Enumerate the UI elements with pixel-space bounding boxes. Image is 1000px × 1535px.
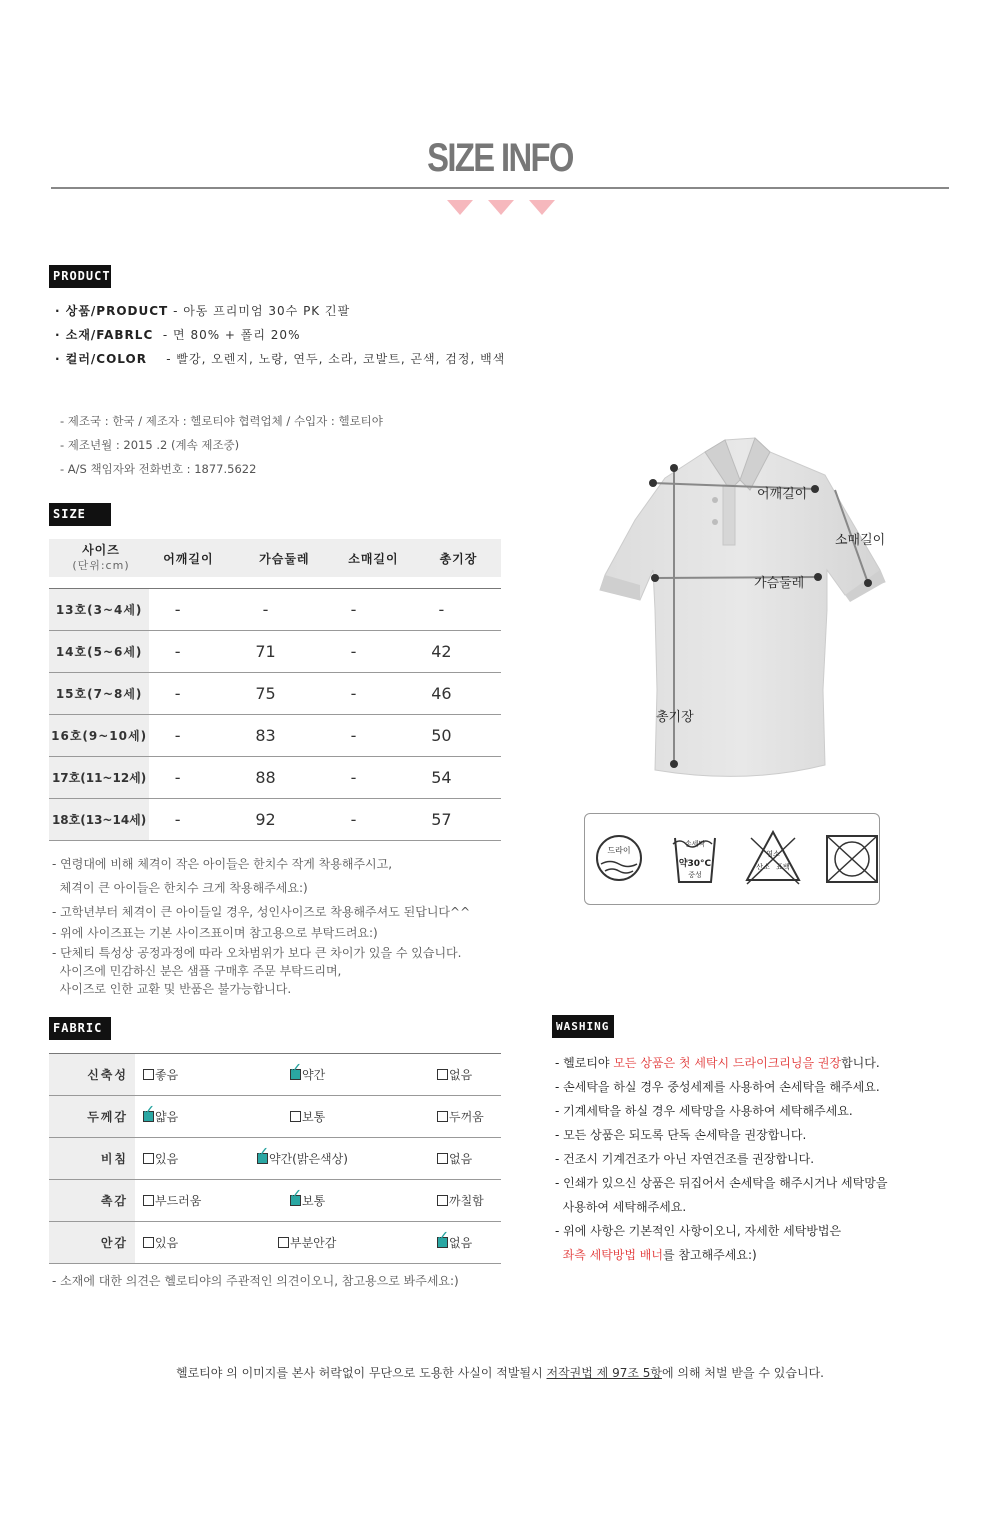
- table-row: 16호(9~10세) - 83 - 50: [49, 715, 501, 757]
- down-arrow-icon: [447, 200, 473, 215]
- fabric-note: - 소재에 대한 의견은 헬로티야의 주관적인 의견이오니, 참고용으로 봐주세요:): [52, 1274, 459, 1288]
- option-yes[interactable]: 있음: [143, 1150, 178, 1167]
- down-arrow-icon: [529, 200, 555, 215]
- polo-shirt-icon: [595, 430, 895, 790]
- table-row: 14호(5~6세) - 71 - 42: [49, 631, 501, 673]
- table-row: 신축성 좋음 ✓ 약간 없음: [49, 1054, 501, 1096]
- svg-text:드라이: 드라이: [607, 846, 631, 855]
- table-row: 18호(13~14세) - 92 - 57: [49, 799, 501, 841]
- option-good[interactable]: 좋음: [143, 1066, 178, 1083]
- option-soft[interactable]: 부드러움: [143, 1192, 201, 1209]
- svg-text:중성: 중성: [688, 871, 702, 879]
- option-partial[interactable]: 부분안감: [278, 1234, 336, 1251]
- washing-line: 사용하여 세탁해주세요.: [555, 1200, 687, 1214]
- size-note: - 연령대에 비해 체격이 작은 아이들은 한치수 작게 착용해주시고,: [52, 857, 393, 871]
- option-yes[interactable]: 있음: [143, 1234, 178, 1251]
- table-row: 13호(3~4세) - - - -: [49, 589, 501, 631]
- title-divider: [51, 187, 949, 189]
- option-normal[interactable]: ✓ 보통: [289, 1185, 326, 1208]
- table-row: 15호(7~8세) - 75 - 46: [49, 673, 501, 715]
- option-none[interactable]: 없음: [437, 1150, 472, 1167]
- color-line: · 컬러/COLOR - 빨강, 오렌지, 노랑, 연두, 소라, 코발트, 곤색, 검정, 백색: [55, 352, 506, 366]
- washing-label: WASHING: [552, 1015, 614, 1038]
- size-table: [49, 539, 501, 841]
- size-note: - 고학년부터 체격이 큰 아이들일 경우, 성인사이즈로 착용해주셔도 된답니다^^: [52, 905, 471, 919]
- option-rough[interactable]: 까칠함: [437, 1192, 484, 1209]
- law-link: 저작권법 제 97조 5항: [546, 1366, 662, 1380]
- copyright-footer: 헬로티야 의 이미지를 본사 허락없이 무단으로 도용한 사실이 적발될시 저작권법 제 97조 5항에 의해 처벌 받을 수 있습니다.: [175, 1366, 824, 1380]
- option-normal[interactable]: 보통: [290, 1108, 325, 1125]
- svg-text:산소: 산소: [756, 863, 770, 871]
- svg-text:손세탁: 손세탁: [684, 840, 706, 848]
- washing-line: - 손세탁을 하실 경우 중성세제를 사용하여 손세탁을 해주세요.: [555, 1080, 880, 1094]
- washing-line: - 위에 사항은 기본적인 사항이오니, 자세한 세탁방법은: [555, 1224, 842, 1238]
- date-note: - 제조년월 : 2015 .2 (계속 제조중): [60, 438, 240, 452]
- down-arrow-icon: [488, 200, 514, 215]
- table-row: 두께감 ✓ 얇음 보통 두꺼움: [49, 1096, 501, 1138]
- table-row: 비침 있음 ✓ 약간(밝은색상) 없음: [49, 1138, 501, 1180]
- size-note: - 위에 사이즈표는 기본 사이즈표이며 참고용으로 부탁드려요:): [52, 926, 378, 940]
- option-none[interactable]: 없음: [437, 1066, 472, 1083]
- option-slight[interactable]: ✓ 약간: [289, 1059, 326, 1082]
- svg-text:염소: 염소: [766, 850, 780, 858]
- washing-line: - 기계세탁을 하실 경우 세탁망을 사용하여 세탁해주세요.: [555, 1104, 853, 1118]
- fabric-label: FABRIC: [49, 1017, 111, 1040]
- table-row: 17호(11~12세) - 88 - 54: [49, 757, 501, 799]
- washing-line: - 헬로티야 모든 상품은 첫 세탁시 드라이크리닝을 권장합니다.: [555, 1056, 880, 1070]
- washing-line: - 모든 상품은 되도록 단독 손세탁을 권장합니다.: [555, 1128, 807, 1142]
- size-note: - 단체티 특성상 공정과정에 따라 오차범위가 보다 큰 차이가 있을 수 있습니다.: [52, 946, 462, 960]
- diagram-sleeve-label: 소매길이: [835, 533, 886, 548]
- washing-line: - 인쇄가 있으신 상품은 뒤집어서 손세탁을 해주시거나 세탁망을: [555, 1176, 888, 1190]
- size-note: 사이즈로 인한 교환 및 반품은 불가능합니다.: [52, 982, 292, 996]
- fabric-line: · 소재/FABRLC - 면 80% + 폴리 20%: [55, 328, 301, 342]
- hand-wash-icon: [673, 838, 715, 882]
- washing-line: - 건조시 기계건조가 아닌 자연건조를 권장합니다.: [555, 1152, 815, 1166]
- size-header: 사이즈 (단위:cm): [72, 543, 130, 572]
- length-header: 총기장: [439, 551, 478, 566]
- option-thick[interactable]: 두꺼움: [437, 1108, 484, 1125]
- as-note: - A/S 책임자와 전화번호 : 1877.5622: [60, 462, 257, 476]
- diagram-chest-label: 가슴둘레: [754, 576, 805, 591]
- origin-note: - 제조국 : 한국 / 제조자 : 헬로티야 협력업체 / 수입자 : 헬로티야: [60, 414, 383, 428]
- option-thin[interactable]: ✓ 얇음: [142, 1101, 179, 1124]
- chest-header: 가슴둘레: [259, 551, 310, 566]
- diagram-shoulder-label: 어깨길이: [757, 487, 808, 502]
- option-none[interactable]: ✓ 없음: [436, 1227, 473, 1250]
- svg-text:표백: 표백: [776, 863, 790, 871]
- table-row: 안감 있음 부분안감 ✓ 없음: [49, 1222, 501, 1264]
- size-label: SIZE: [49, 503, 111, 526]
- diagram-length-label: 총기장: [656, 710, 694, 725]
- size-note: 사이즈에 민감하신 분은 샘플 구매후 주문 부탁드리며,: [52, 964, 342, 978]
- size-note: 체격이 큰 아이들은 한치수 크게 착용해주세요:): [52, 881, 308, 895]
- sleeve-header: 소매길이: [348, 551, 399, 566]
- no-bleach-icon: [747, 832, 799, 884]
- table-row: 촉감 부드러움 ✓ 보통 까칠함: [49, 1180, 501, 1222]
- fabric-table: [49, 1053, 501, 1264]
- washing-line: 좌측 세탁방법 배너를 참고해주세요:): [555, 1248, 757, 1262]
- shoulder-header: 어깨길이: [163, 551, 214, 566]
- care-icons-box: [584, 813, 880, 905]
- svg-text:약30°C: 약30°C: [678, 859, 712, 869]
- dry-clean-icon: [597, 836, 641, 880]
- option-slight-light[interactable]: ✓ 약간(밝은색상): [256, 1143, 348, 1166]
- shirt-diagram: [595, 430, 895, 790]
- product-label: PRODUCT: [49, 265, 111, 288]
- no-tumble-dry-icon: [827, 836, 877, 882]
- product-line: · 상품/PRODUCT - 아동 프리미엄 30수 PK 긴팔: [55, 304, 351, 318]
- page-title: SIZE INFO: [427, 136, 573, 180]
